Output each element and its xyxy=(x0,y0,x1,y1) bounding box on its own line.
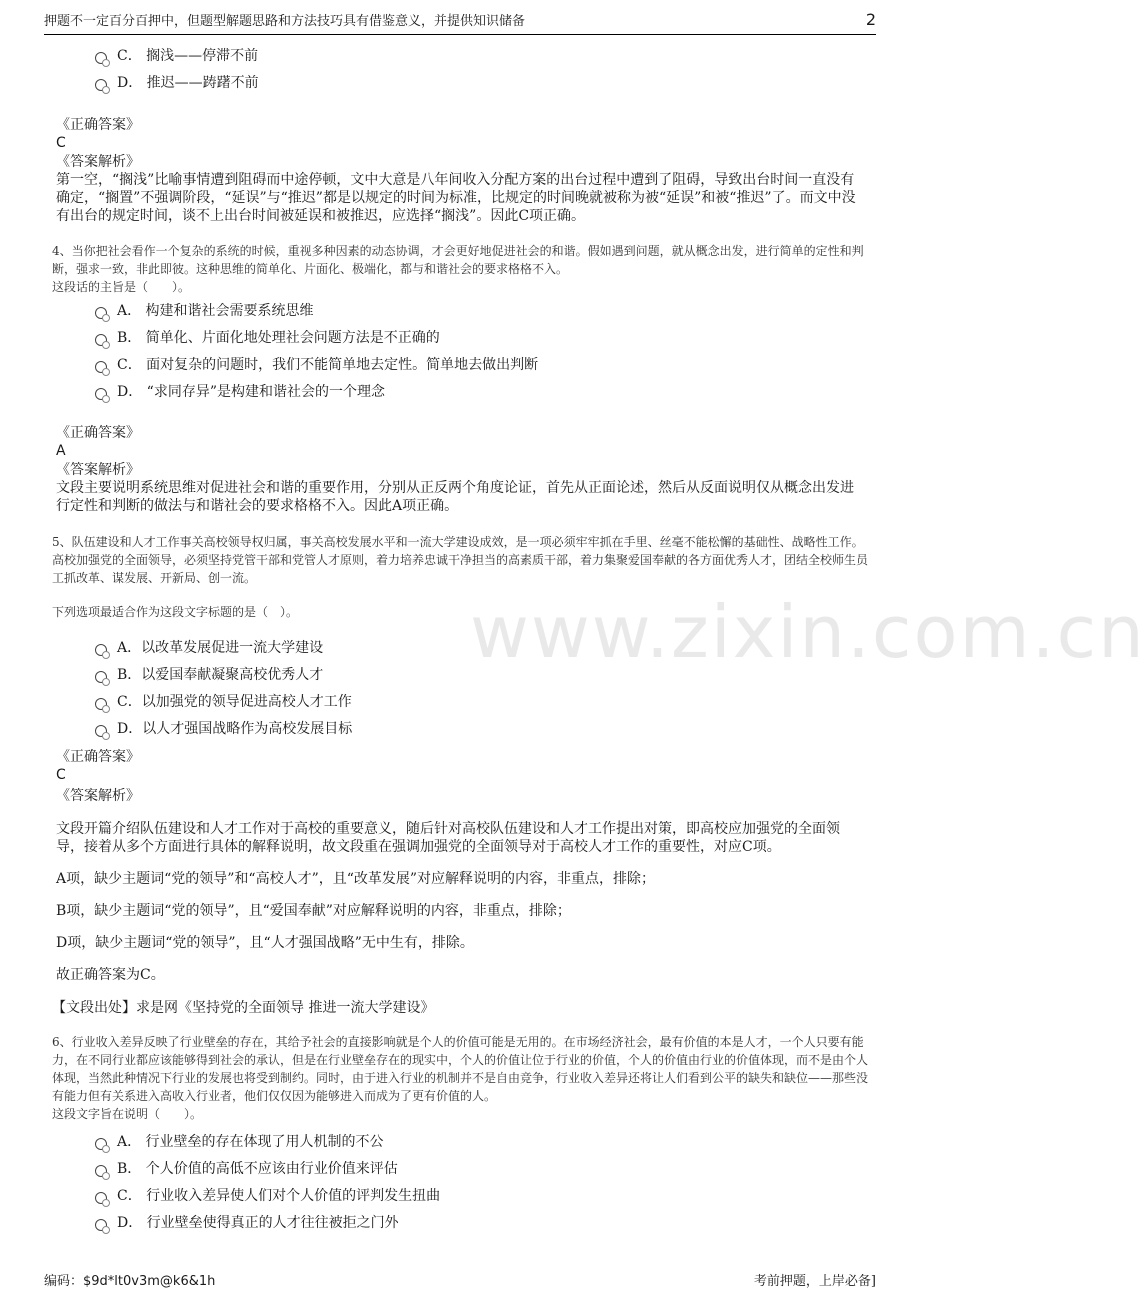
q5-answer: C xyxy=(56,767,66,783)
page-header xyxy=(44,12,876,35)
q5-answer-label: 《正确答案》 xyxy=(56,749,140,765)
radio-icon[interactable] xyxy=(95,307,107,319)
q4-analysis: 文段主要说明系统思维对促进社会和谐的重要作用，分别从正反两个角度论证，首先从正面论述，然后从反面说明仅从概念出发进行定性和判断的做法与和谐社会的要求格格不入。因此A项正确。 xyxy=(56,480,854,514)
q5-source: 【文段出处】求是网《坚持党的全面领导 推进一流大学建设》 xyxy=(52,1000,435,1016)
radio-icon[interactable] xyxy=(95,334,107,346)
footer-slogan: 考前押题，上岸必备] xyxy=(753,1274,876,1289)
q4-option-b[interactable]: B． 简单化、片面化地处理社会问题方法是不正确的 xyxy=(95,328,440,348)
q3-answer: C xyxy=(56,135,66,151)
q5-stem: 下列选项最适合作为这段文字标题的是（ ）。 xyxy=(52,605,299,619)
header-text: 押题不一定百分百押中，但题型解题思路和方法技巧具有借鉴意义，并提供知识储备 xyxy=(44,14,526,29)
radio-icon[interactable] xyxy=(95,79,107,91)
q4-analysis-label: 《答案解析》 xyxy=(56,462,140,478)
q5-analysis-b: B项，缺少主题词“党的领导”，且“爱国奉献”对应解释说明的内容，非重点，排除； xyxy=(56,903,571,919)
q4-answer-label: 《正确答案》 xyxy=(56,425,140,441)
q5-text: 5、队伍建设和人才工作事关高校领导权归属，事关高校发展水平和一流大学建设成效，是一项必须牢牢抓在手里、丝毫不能松懈的基础性、战略性工作。高校加强党的全面领导，必须坚持党管干部和党管人才原则，着力培养忠诚干净担当的高素质干部，着力集聚爱国奉献的各方面优秀人才，团结全校师生员工抓改革、谋发展、开新局、创一流。 xyxy=(52,535,869,585)
q5-option-d[interactable]: D．以人才强国战略作为高校发展目标 xyxy=(95,719,352,739)
q6-option-c[interactable]: C． 行业收入差异使人们对个人价值的评判发生扭曲 xyxy=(95,1186,440,1206)
q4-option-c[interactable]: C． 面对复杂的问题时，我们不能简单地去定性。简单地去做出判断 xyxy=(95,355,538,375)
footer-code: 编码：$9d*lt0v3m@k6&1h xyxy=(44,1274,216,1289)
radio-icon[interactable] xyxy=(95,644,107,656)
radio-icon[interactable] xyxy=(95,725,107,737)
q6-stem: 这段文字旨在说明（ ）。 xyxy=(52,1107,203,1121)
watermark: www.zixin.com.cn xyxy=(470,590,1146,674)
q3-answer-label: 《正确答案》 xyxy=(56,117,140,133)
q3-analysis: 第一空，“搁浅”比喻事情遭到阻碍而中途停顿，文中大意是八年间收入分配方案的出台过程中遭到了阻碍，导致出台时间一直没有确定，“搁置”不强调阶段，“延误”与“推迟”都是以规定的时间为标准，比规定的时间晚就被称为被“延误”和被“推迟”了。而文中没有出台的规定时间，谈不上出台时间被延误和被推迟，应选择“搁浅”。因此C项正确。 xyxy=(56,172,856,224)
q5-option-b[interactable]: B．以爱国奉献凝聚高校优秀人才 xyxy=(95,665,323,685)
q5-option-c[interactable]: C．以加强党的领导促进高校人才工作 xyxy=(95,692,352,712)
q5-analysis-a: A项，缺少主题词“党的领导”和“高校人才”，且“改革发展”对应解释说明的内容，非重点，排除； xyxy=(56,871,656,887)
page-number: 2 xyxy=(865,10,876,29)
q6-option-b[interactable]: B． 个人价值的高低不应该由行业价值来评估 xyxy=(95,1159,398,1179)
q5-analysis: 文段开篇介绍队伍建设和人才工作对于高校的重要意义，随后针对高校队伍建设和人才工作提出对策，即高校应加强党的全面领导，接着从多个方面进行具体的解释说明，故文段重在强调加强党的全面领导对于高校人才工作的重要性，对应C项。 xyxy=(56,821,840,855)
radio-icon[interactable] xyxy=(95,52,107,64)
q4-option-a[interactable]: A． 构建和谐社会需要系统思维 xyxy=(95,301,314,321)
q4-text: 4、当你把社会看作一个复杂的系统的时候，重视多种因素的动态协调，才会更好地促进社会的和谐。假如遇到问题，就从概念出发，进行简单的定性和判断，强求一致，非此即彼。这种思维的简单化、片面化、极端化，都与和谐社会的要求格格不入。 这段话的主旨是（ ）。 xyxy=(52,242,868,296)
radio-icon[interactable] xyxy=(95,1165,107,1177)
q5-option-a[interactable]: A．以改革发展促进一流大学建设 xyxy=(95,638,323,658)
q6-option-a[interactable]: A． 行业壁垒的存在体现了用人机制的不公 xyxy=(95,1132,384,1152)
radio-icon[interactable] xyxy=(95,1192,107,1204)
q3-option-d[interactable]: D． 推迟——踌躇不前 xyxy=(95,73,259,93)
radio-icon[interactable] xyxy=(95,1219,107,1231)
q4-option-d[interactable]: D． “求同存异”是构建和谐社会的一个理念 xyxy=(95,382,385,402)
q3-option-c[interactable]: C． 搁浅——停滞不前 xyxy=(95,46,258,66)
radio-icon[interactable] xyxy=(95,1138,107,1150)
q4-answer: A xyxy=(56,443,66,459)
radio-icon[interactable] xyxy=(95,671,107,683)
q5-analysis-d: D项，缺少主题词“党的领导”，且“人才强国战略”无中生有，排除。 xyxy=(56,935,474,951)
q4-stem: 这段话的主旨是（ ）。 xyxy=(52,280,191,294)
radio-icon[interactable] xyxy=(95,698,107,710)
q6-option-d[interactable]: D． 行业壁垒使得真正的人才往往被拒之门外 xyxy=(95,1213,399,1233)
radio-icon[interactable] xyxy=(95,361,107,373)
q5-conclusion: 故正确答案为C。 xyxy=(56,967,165,983)
radio-icon[interactable] xyxy=(95,388,107,400)
q5-analysis-label: 《答案解析》 xyxy=(56,788,140,804)
q3-analysis-label: 《答案解析》 xyxy=(56,154,140,170)
q6-text: 6、行业收入差异反映了行业壁垒的存在，其给予社会的直接影响就是个人的价值可能是无用的。在市场经济社会，最有价值的本是人才，一个人只要有能力，在不同行业都应该能够得到社会的承认，但是在行业壁垒存在的现实中，个人的价值让位于行业的价值，个人的价值由行业的价值体现，而不是由个人体现，当然此种情况下行业的发展也将受到制约。同时，由于进入行业的机制并不是自由竞争，行业收入差异还将让人们看到公平的缺失和缺位——那些没有能力但有关系进入高收入行业者，他们仅仅因为能够进入而成为了更有价值的人。 这段文字旨在说明（ ）。 xyxy=(52,1035,869,1121)
